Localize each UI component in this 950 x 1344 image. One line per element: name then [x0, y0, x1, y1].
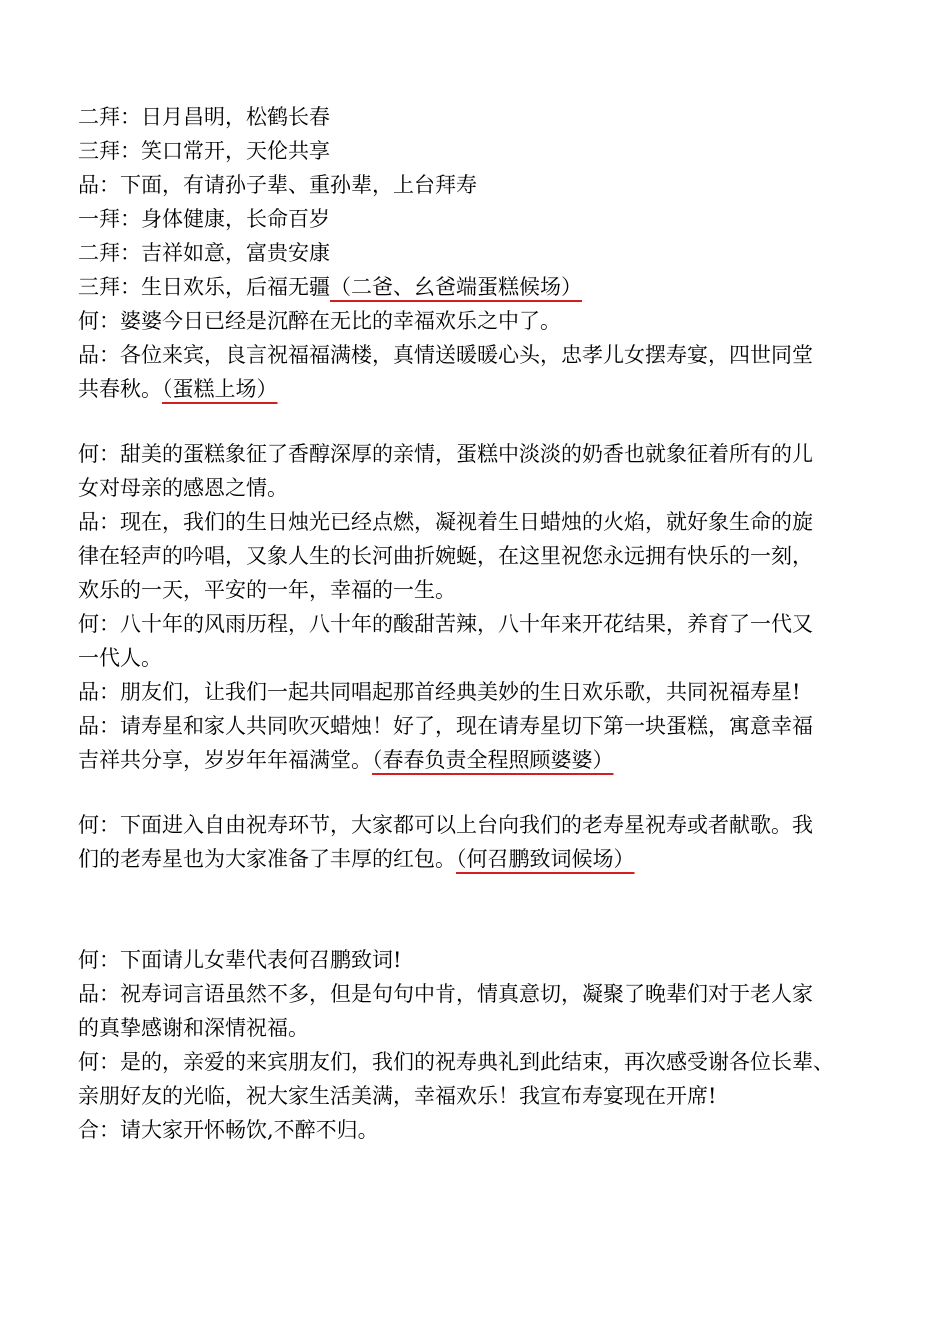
paragraph [78, 100, 878, 406]
text-line: 女对母亲的感恩之情。 [78, 476, 288, 500]
text-line: 欢乐的一天，平安的一年，幸福的一生。 [78, 578, 456, 602]
stage-direction-note: （蛋糕上场） [162, 377, 278, 401]
stage-direction-note: （春春负责全程照顾婆婆） [372, 748, 614, 772]
text-line: 何：下面进入自由祝寿环节，大家都可以上台向我们的老寿星祝寿或者献歌。我 [78, 813, 813, 837]
text-segment: 们的老寿星也为大家准备了丰厚的红包。 [78, 847, 456, 871]
text-line: 品：请寿星和家人共同吹灭蜡烛！好了，现在请寿星切下第一块蛋糕，寓意幸福 [78, 714, 813, 738]
text-line: 品：下面，有请孙子辈、重孙辈，上台拜寿 [78, 173, 477, 197]
paragraph [78, 437, 878, 777]
text-line: 律在轻声的吟唱，又象人生的长河曲折婉蜒，在这里祝您永远拥有快乐的一刻， [78, 544, 813, 568]
text-line: 品：朋友们，让我们一起共同唱起那首经典美妙的生日欢乐歌，共同祝福寿星! [78, 680, 801, 704]
text-line: 一拜：身体健康，长命百岁 [78, 207, 330, 231]
text-line: 何：八十年的风雨历程，八十年的酸甜苦辣，八十年来开花结果，养育了一代又 [78, 612, 813, 636]
text-line: 二拜：吉祥如意，富贵安康 [78, 241, 330, 265]
stage-direction-note: （二爸、幺爸端蛋糕候场） [330, 275, 582, 299]
text-segment: 三拜：生日欢乐，后福无疆 [78, 275, 330, 299]
text-segment: 吉祥共分享，岁岁年年福满堂。 [78, 748, 372, 772]
text-line: 何：是的，亲爱的来宾朋友们，我们的祝寿典礼到此结束，再次感受谢各位长辈、 [78, 1050, 834, 1074]
text-line: 三拜：笑口常开，天伦共享 [78, 139, 330, 163]
paragraph [78, 943, 878, 1147]
text-line: 何：下面请儿女辈代表何召鹏致词! [78, 948, 402, 972]
text-segment: 共春秋。 [78, 377, 162, 401]
text-line: 一代人。 [78, 646, 162, 670]
text-line: 品：各位来宾，良言祝福福满楼，真情送暖暖心头，忠孝儿女摆寿宴，四世同堂 [78, 343, 813, 367]
text-line: 二拜：日月昌明，松鹤长春 [78, 105, 330, 129]
text-line: 合：请大家开怀畅饮,不醉不归。 [78, 1118, 379, 1142]
text-line [78, 842, 878, 876]
stage-direction-note: （何召鹏致词候场） [456, 847, 635, 871]
text-line: 品：祝寿词言语虽然不多，但是句句中肯，情真意切，凝聚了晚辈们对于老人家 [78, 982, 813, 1006]
text-line: 何：甜美的蛋糕象征了香醇深厚的亲情，蛋糕中淡淡的奶香也就象征着所有的儿 [78, 442, 813, 466]
text-line: 品：现在，我们的生日烛光已经点燃，凝视着生日蜡烛的火焰，就好象生命的旋 [78, 510, 813, 534]
text-line [78, 743, 878, 777]
paragraph [78, 808, 878, 876]
text-line [78, 270, 878, 304]
text-line: 亲朋好友的光临，祝大家生活美满，幸福欢乐！我宣布寿宴现在开席! [78, 1084, 717, 1108]
text-line [78, 372, 878, 406]
text-line: 何：婆婆今日已经是沉醉在无比的幸福欢乐之中了。 [78, 309, 561, 333]
text-line: 的真挚感谢和深情祝福。 [78, 1016, 309, 1040]
